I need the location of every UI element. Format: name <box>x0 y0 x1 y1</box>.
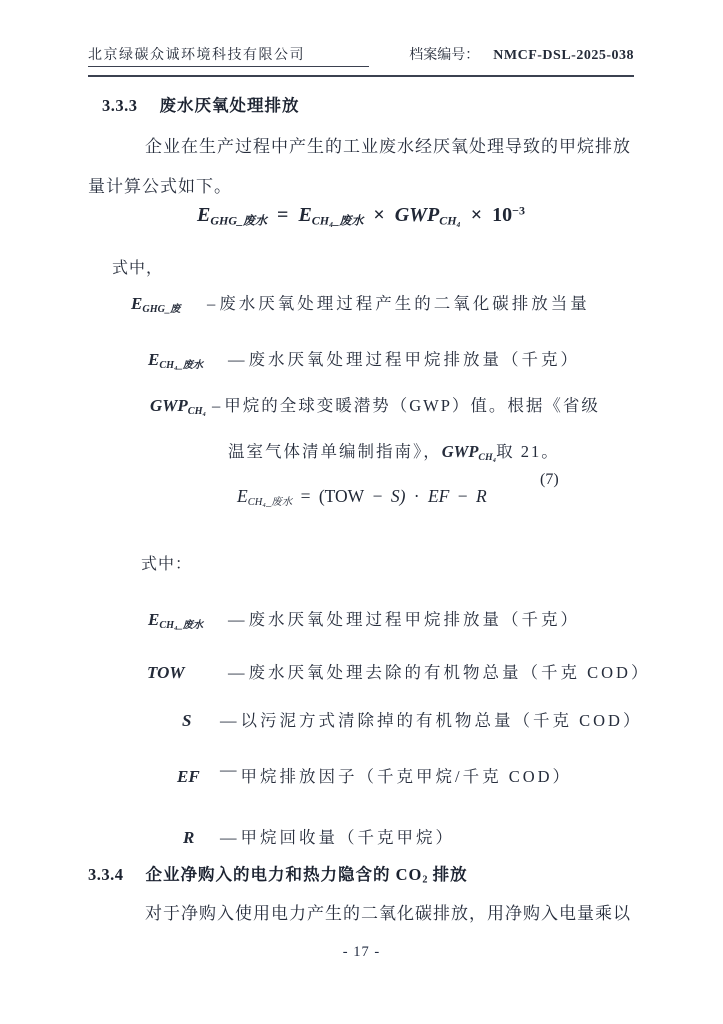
symbol-gwp: GWPCH₄ <box>150 396 207 418</box>
definition-text: 废水厌氧处理过程甲烷排放量（千克） <box>248 610 580 629</box>
paragraph-line: 量计算公式如下。 <box>88 177 232 196</box>
definition-text-continued: 温室气体清单编制指南》，GWPCH₄取 21。 <box>228 442 560 463</box>
company-name: 北京绿碳众诚环境科技有限公司 <box>88 44 369 67</box>
definition-text: 甲烷的全球变暖潜势（GWP）值。根据《省级 <box>224 396 600 415</box>
formula-term: GWPCH₄ <box>394 203 461 228</box>
dot-operator: · <box>413 486 420 506</box>
inline-gwp-symbol: GWPCH₄ <box>441 442 497 463</box>
definition-text: 甲烷排放因子（千克甲烷/千克 COD） <box>240 767 573 786</box>
definition-text: 甲烷回收量（千克甲烷） <box>240 828 455 847</box>
times-sign: × <box>470 203 483 226</box>
where-label: 式中， <box>112 260 164 277</box>
definition-text: 废水厌氧处理过程产生的二氧化碳排放当量 <box>219 294 590 313</box>
definition-dash: – <box>207 294 216 313</box>
definition-row-r <box>183 824 455 849</box>
symbol-ef: EF <box>177 767 200 786</box>
symbol-r: R <box>183 828 195 847</box>
definition-dash: — <box>220 711 237 730</box>
formula-term: ECH₄_废水 <box>298 203 364 228</box>
definition-row-eghg <box>131 290 590 315</box>
definition-dash: — <box>228 663 245 682</box>
symbol-eghg: EGHG_废 <box>131 294 181 316</box>
file-number-label: 档案编号： <box>409 48 480 63</box>
formula-term: EF <box>427 486 450 506</box>
symbol-s: S <box>182 711 192 730</box>
definition-row-ech4 <box>148 346 580 371</box>
where-label: 式中： <box>141 556 193 573</box>
definition-text: 以污泥方式清除掉的有机物总量（千克 COD） <box>240 711 643 730</box>
paragraph-line: 对于净购入使用电力产生的二氧化碳排放，用净购入电量乘以 <box>145 904 631 923</box>
formula-term: (TOW <box>318 486 365 506</box>
times-sign: × <box>373 203 385 226</box>
section-number: 3.3.4 <box>88 865 124 884</box>
formula-ghg-wastewater <box>88 203 634 228</box>
symbol-ech4: ECH₄_废水 <box>148 610 204 632</box>
minus-sign: − <box>457 486 468 506</box>
equals-sign: = <box>300 486 311 506</box>
definition-text: 废水厌氧处理过程甲烷排放量（千克） <box>248 350 580 369</box>
definition-dash: – <box>212 396 221 415</box>
definition-row-ef <box>177 760 573 788</box>
formula-term: $10^{-3}$ <box>492 203 525 226</box>
minus-sign: − <box>372 486 383 506</box>
section-number: 3.3.3 <box>102 96 138 115</box>
symbol-ech4: ECH₄_废水 <box>148 350 204 372</box>
definition-row-gwp <box>150 392 600 417</box>
definition-row-s <box>182 707 642 732</box>
formula-ch4-wastewater <box>237 486 487 509</box>
file-number-block <box>409 44 634 64</box>
formula-term: ECH₄_废水 <box>237 486 293 509</box>
paragraph-line: 企业在生产过程中产生的工业废水经厌氧处理导致的甲烷排放 <box>145 137 631 156</box>
definition-text: 废水厌氧处理去除的有机物总量（千克 COD） <box>248 663 651 682</box>
definition-dash: — <box>228 350 245 369</box>
definition-dash: — <box>228 610 245 629</box>
formula-term: S) <box>390 486 406 506</box>
formula-term: R <box>475 486 487 506</box>
definition-dash: — <box>220 828 237 847</box>
definition-row-tow <box>147 659 650 684</box>
equals-sign: = <box>277 203 289 226</box>
section-title: 企业净购入的电力和热力隐含的 CO2 排放 <box>145 865 468 886</box>
section-heading-333 <box>102 92 300 116</box>
formula-term: EGHG_废水 <box>197 203 268 228</box>
section-heading-334 <box>88 861 468 886</box>
page-header <box>88 44 634 77</box>
section-title: 废水厌氧处理排放 <box>159 96 300 115</box>
equation-number: (7) <box>540 471 559 488</box>
page-number: - 17 - <box>342 944 381 960</box>
file-number-value: NMCF-DSL-2025-038 <box>493 48 634 63</box>
definition-dash: — <box>220 760 237 779</box>
definition-row-ech4 <box>148 606 580 631</box>
symbol-tow: TOW <box>147 663 185 682</box>
